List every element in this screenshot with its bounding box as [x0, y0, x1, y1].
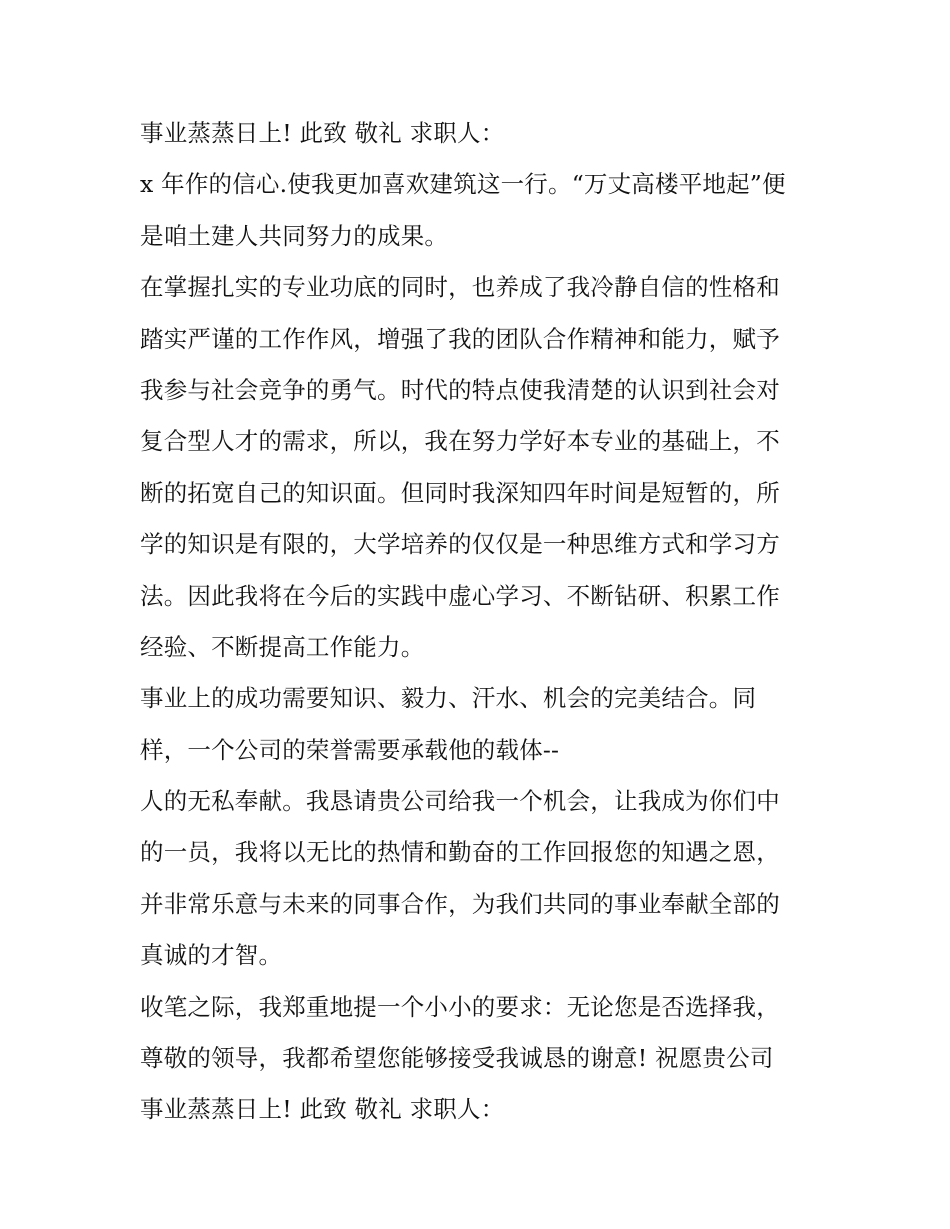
text-line: 尊敬的领导，我都希望您能够接受我诚恳的谢意! 祝愿贵公司	[140, 1044, 774, 1073]
text-line: 收笔之际，我郑重地提一个小小的要求：无论您是否选择我，	[140, 992, 780, 1021]
text-line: 在掌握扎实的专业功底的同时，也养成了我冷静自信的性格和	[140, 273, 780, 302]
text-line: 是咱土建人共同努力的成果。	[140, 221, 449, 250]
text-line: 样，一个公司的荣誉需要承载他的载体--	[140, 735, 560, 764]
text-line: 真诚的才智。	[140, 941, 283, 970]
text-line: 事业蒸蒸日上! 此致 敬礼 求职人：	[140, 119, 505, 147]
text-line: 人的无私奉献。我恳请贵公司给我一个机会，让我成为你们中	[140, 787, 780, 816]
text-line: 事业蒸蒸日上! 此致 敬礼 求职人：	[140, 1095, 505, 1124]
text-line: 学的知识是有限的，大学培养的仅仅是一种思维方式和学习方	[140, 530, 780, 559]
text-line: 法。因此我将在今后的实践中虚心学习、不断钻研、积累工作	[140, 581, 780, 610]
text-line: 并非常乐意与未来的同事合作，为我们共同的事业奉献全部的	[140, 889, 780, 918]
text-line: 复合型人才的需求，所以，我在努力学好本专业的基础上，不	[140, 427, 780, 456]
text-line: 经验、不断提高工作能力。	[140, 632, 425, 661]
document-body	[140, 108, 820, 1136]
text-line: 我参与社会竞争的勇气。时代的特点使我清楚的认识到社会对	[140, 375, 780, 404]
text-line: 事业上的成功需要知识、毅力、汗水、机会的完美结合。同	[140, 684, 757, 713]
text-line: 踏实严谨的工作作风，增强了我的团队合作精神和能力，赋予	[140, 324, 780, 353]
text-line: 的一员，我将以无比的热情和勤奋的工作回报您的知遇之恩，	[140, 838, 780, 867]
text-line: x 年作的信心.使我更加喜欢建筑这一行。“万丈高楼平地起”便	[140, 170, 786, 199]
text-line: 断的拓宽自己的知识面。但同时我深知四年时间是短暂的，所	[140, 478, 780, 507]
